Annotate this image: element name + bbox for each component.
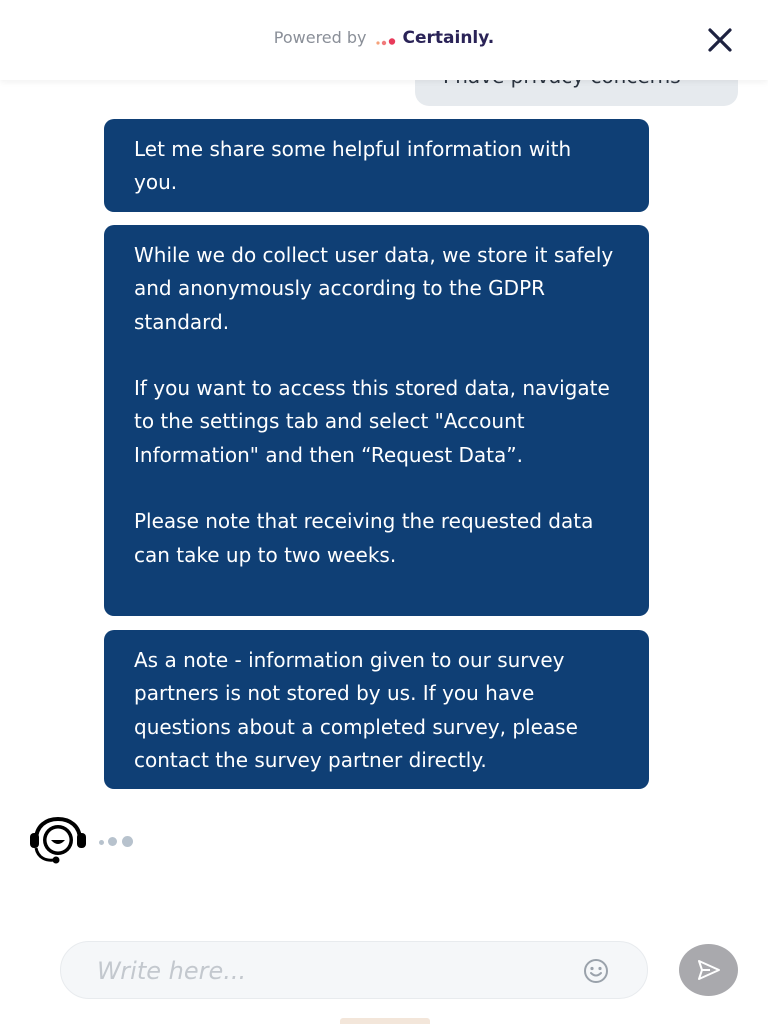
certainly-logo-dots-icon (375, 32, 397, 42)
typing-dot (108, 837, 117, 846)
bot-message-paragraph: While we do collect user data, we store it safely and anonymously according to the GDPR standard. (134, 243, 614, 334)
bot-message-paragraph: Please note that receiving the requested data can take up to two weeks. (134, 509, 594, 567)
bot-message-paragraph: Let me share some helpful information with you. (134, 137, 572, 195)
bot-message-bubble (104, 630, 649, 789)
chat-header (0, 0, 768, 80)
emoji-button[interactable] (583, 958, 609, 984)
send-arrow-icon (696, 957, 722, 983)
bot-message-paragraph: As a note - information given to our survey partners is not stored by us. If you have questions about a completed survey, please contact the survey partner directly. (134, 648, 578, 772)
bottom-edge-element (340, 1018, 430, 1024)
powered-by-label (0, 28, 768, 48)
bot-message-bubble (104, 119, 649, 212)
support-agent-headset-icon (28, 816, 88, 866)
typing-dot (99, 840, 104, 845)
typing-dot (122, 836, 133, 847)
powered-by-text: Powered by (273, 28, 367, 47)
close-icon (706, 26, 734, 54)
message-composer (60, 941, 648, 999)
message-input[interactable] (95, 952, 569, 990)
send-button[interactable] (679, 944, 738, 996)
typing-dots-icon (99, 834, 139, 850)
close-button[interactable] (706, 26, 734, 54)
bot-message-bubble (104, 225, 649, 616)
smiley-icon (583, 958, 609, 984)
bot-message-paragraph: If you want to access this stored data, navigate to the settings tab and select "Account Information" and then “Request Data”. (134, 376, 610, 467)
brand-name: Certainly. (402, 28, 495, 48)
